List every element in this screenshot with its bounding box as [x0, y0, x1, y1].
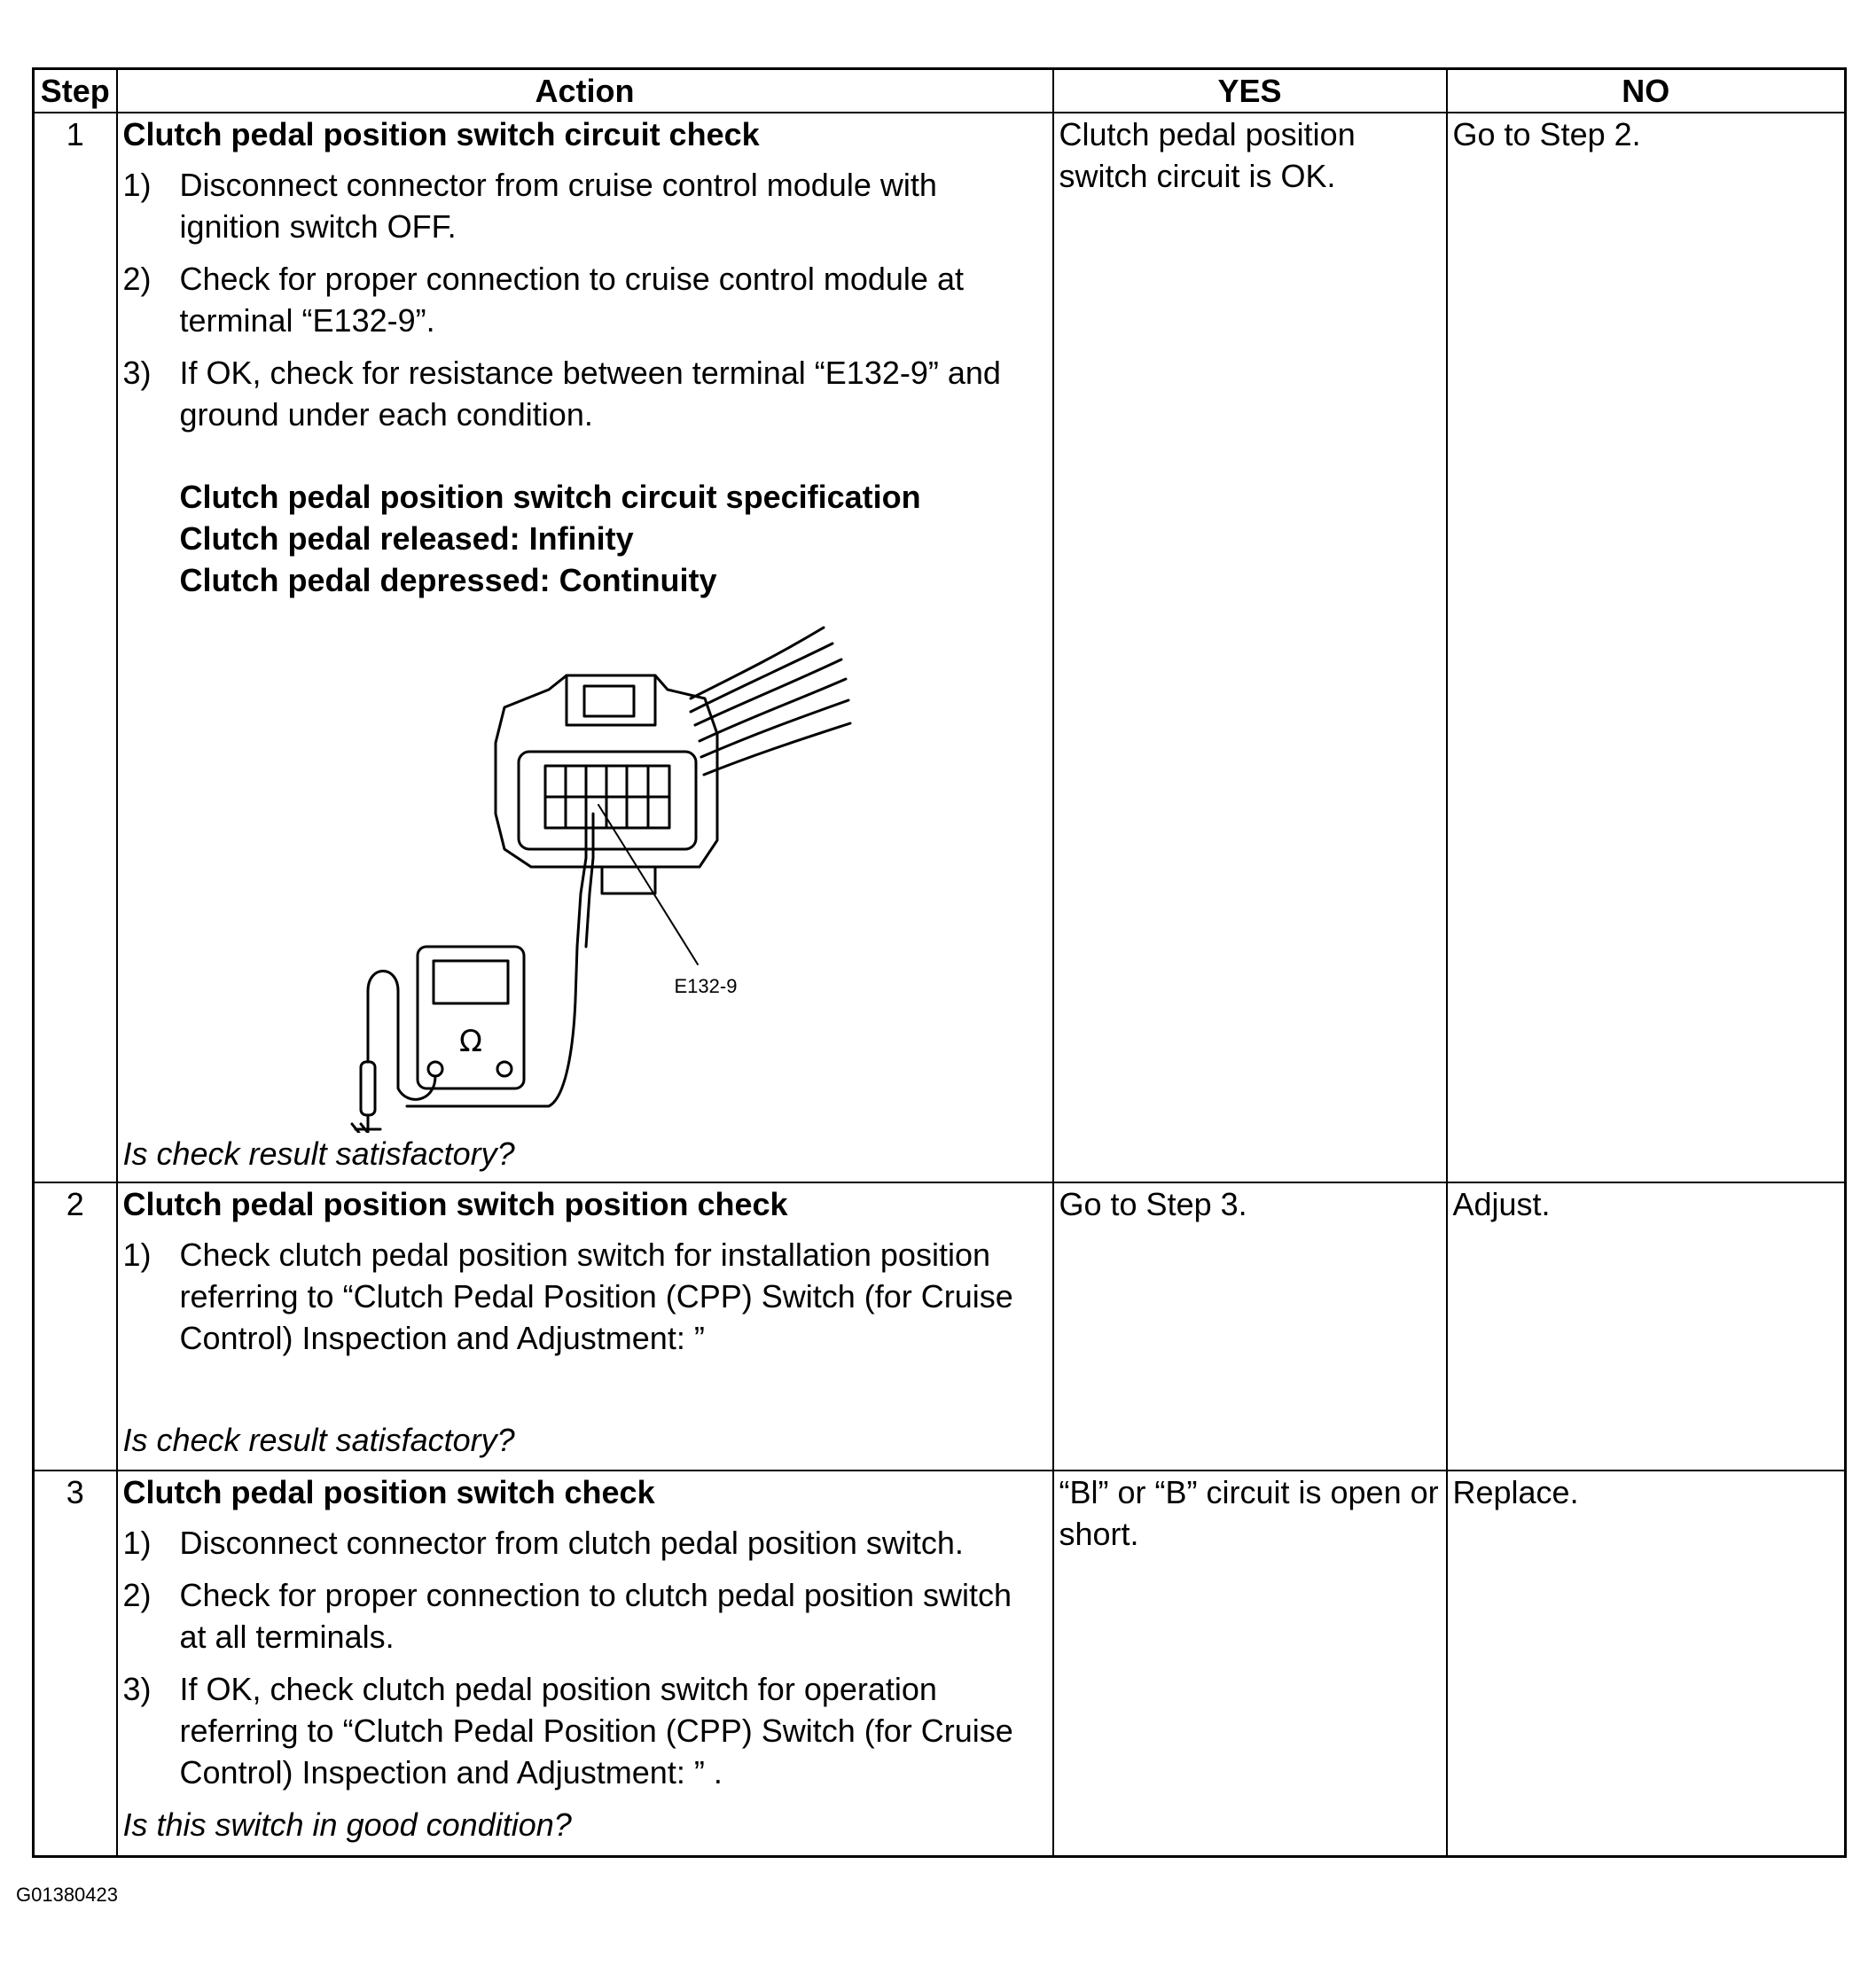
table-row [34, 1471, 1846, 1856]
list-item [123, 1234, 1047, 1359]
step-title: Clutch pedal position switch position check [122, 1186, 788, 1222]
header-yes: YES [1053, 69, 1447, 113]
check-question: Is check result satisfactory? [122, 1422, 515, 1458]
yes-cell: “Bl” or “B” circuit is open or short. [1053, 1471, 1447, 1856]
connector-figure [123, 601, 1047, 1133]
header-row [34, 69, 1846, 113]
step-title: Clutch pedal position switch check [122, 1474, 655, 1510]
yes-cell: Go to Step 3. [1053, 1182, 1447, 1471]
ohm-symbol-icon: Ω [458, 1024, 482, 1059]
item-number: 2) [122, 1577, 152, 1613]
item-text: If OK, check for resistance between terminal “E132-9” and ground under each condition. [179, 355, 1001, 433]
specification-block [180, 476, 1047, 601]
step-number: 3 [34, 1471, 117, 1856]
item-number: 3) [122, 355, 152, 391]
connector-icon [496, 675, 717, 893]
item-text: Disconnect connector from clutch pedal position switch. [179, 1525, 964, 1561]
table-row [34, 1182, 1846, 1471]
item-number: 1) [122, 1525, 152, 1561]
wire-bundle-icon [691, 628, 850, 775]
item-number: 3) [122, 1671, 152, 1707]
action-cell [117, 113, 1053, 1182]
no-cell: Go to Step 2. [1447, 113, 1846, 1182]
ohmmeter-connector-illustration [123, 601, 1045, 1133]
spec-depressed: Clutch pedal depressed: Continuity [179, 562, 717, 598]
step-number: 2 [34, 1182, 117, 1471]
item-text: Check for proper connection to clutch pedal position switch at all terminals. [179, 1577, 1012, 1655]
instruction-list [123, 164, 1047, 435]
spec-title: Clutch pedal position switch circuit specification [179, 479, 921, 515]
header-step: Step [34, 69, 117, 113]
ground-lead-icon [352, 971, 435, 1134]
list-item [123, 1668, 1047, 1793]
list-item [123, 1574, 1047, 1658]
diagnostic-table [32, 67, 1847, 1858]
list-item [123, 164, 1047, 247]
item-text: Check for proper connection to cruise control module at terminal “E132-9”. [179, 261, 964, 339]
list-item [123, 1522, 1047, 1564]
instruction-list [123, 1522, 1047, 1793]
item-number: 1) [122, 1237, 152, 1273]
item-text: Disconnect connector from cruise control module with ignition switch OFF. [179, 167, 937, 245]
action-cell [117, 1182, 1053, 1471]
no-cell: Adjust. [1447, 1182, 1846, 1471]
item-number: 2) [122, 261, 152, 297]
item-number: 1) [122, 167, 152, 203]
item-text: Check clutch pedal position switch for installation position referring to “Clutch Pedal Position (CPP) Switch (for Cruise Control) Inspection and Adjustment: ” [179, 1237, 1013, 1356]
list-item [123, 352, 1047, 435]
list-item [123, 258, 1047, 341]
yes-cell: Clutch pedal position switch circuit is OK. [1053, 113, 1447, 1182]
check-question: Is this switch in good condition? [122, 1806, 572, 1843]
ohmmeter-icon [418, 947, 524, 1088]
item-text: If OK, check clutch pedal position switch for operation referring to “Clutch Pedal Position (CPP) Switch (for Cruise Control) Inspection and Adjustment: ” . [179, 1671, 1013, 1790]
spec-released: Clutch pedal released: Infinity [179, 520, 634, 557]
header-action: Action [117, 69, 1053, 113]
instruction-list [123, 1234, 1047, 1359]
step-number: 1 [34, 113, 117, 1182]
no-cell: Replace. [1447, 1471, 1846, 1856]
image-code: G01380423 [16, 1884, 118, 1906]
action-cell [117, 1471, 1053, 1856]
terminal-label: E132-9 [674, 975, 738, 997]
table-row [34, 113, 1846, 1182]
step-title: Clutch pedal position switch circuit check [122, 116, 760, 152]
check-question: Is check result satisfactory? [122, 1135, 515, 1172]
header-no: NO [1447, 69, 1846, 113]
